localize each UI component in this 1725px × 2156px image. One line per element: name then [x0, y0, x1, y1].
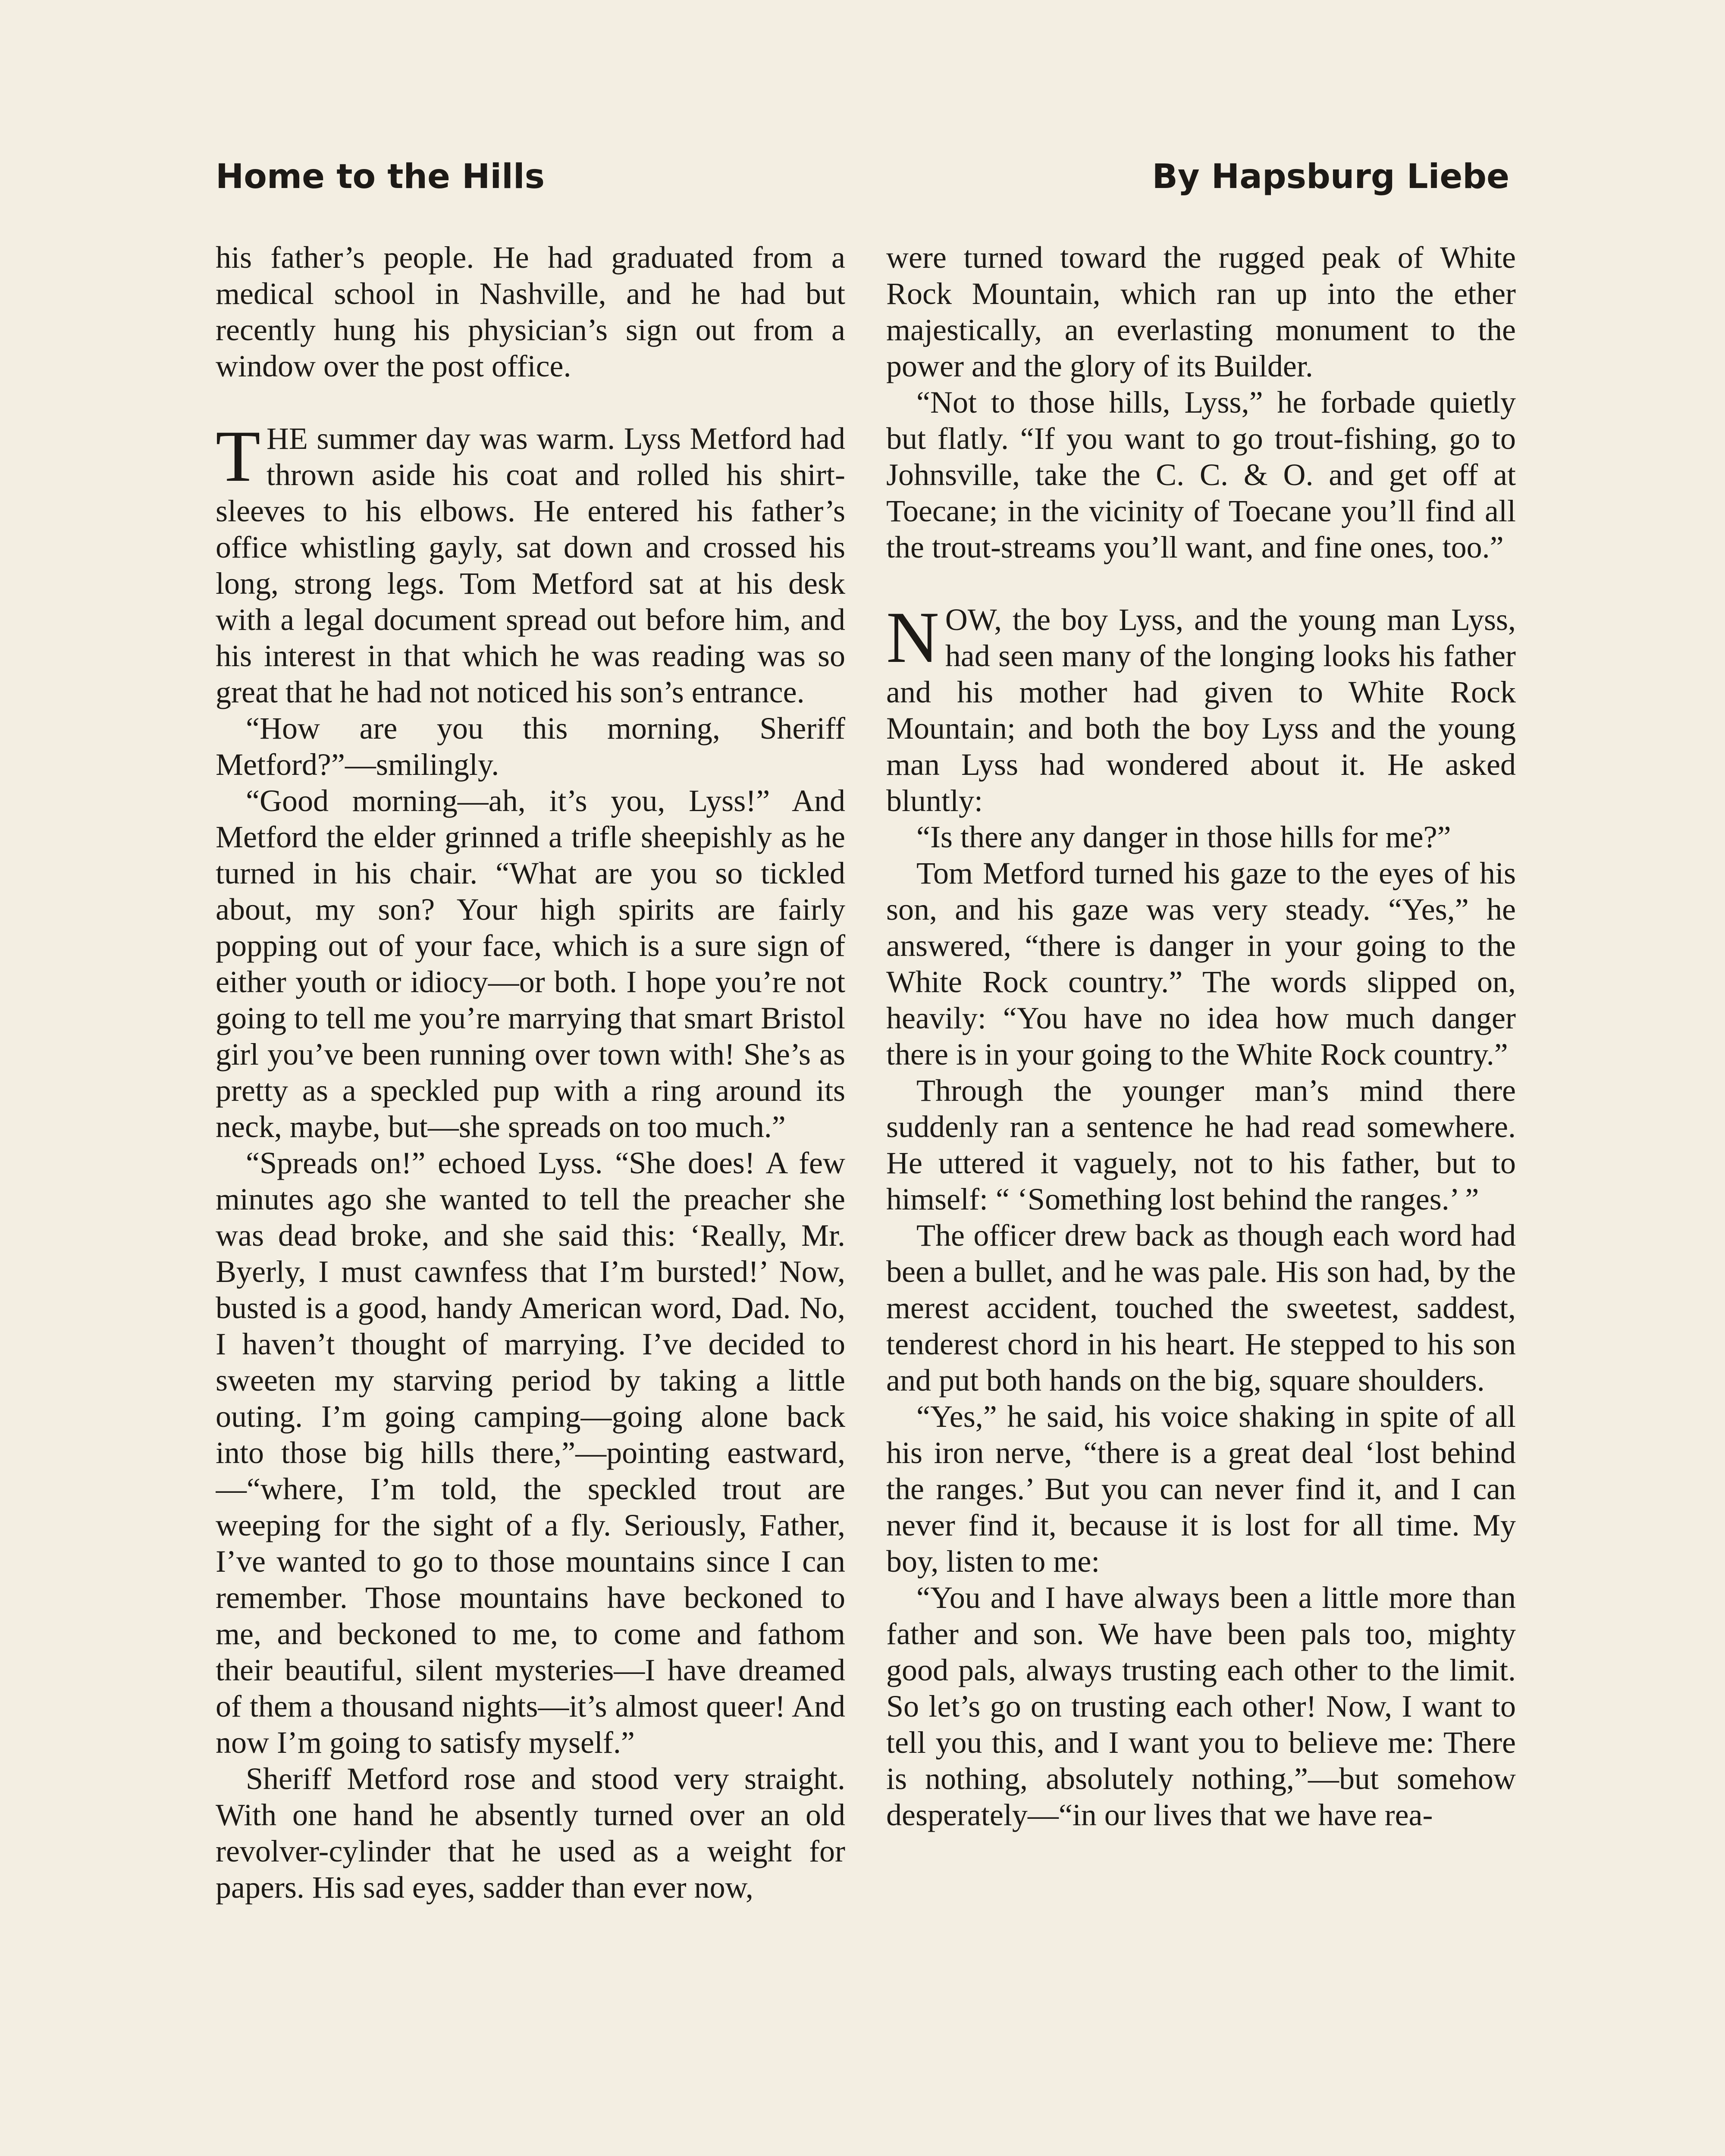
paragraph	[886, 384, 1516, 565]
paragraph-text: Tom Metford turned his gaze to the eyes of his son, and his gaze was very steady. “Yes,” he answered, “there is danger in your going to the White Rock country.” The words slipped on, heavily: “You have no idea how much danger there is in your going to the White Rock country.”	[886, 856, 1516, 1072]
paragraph-text: “Yes,” he said, his voice shaking in spite of all his iron nerve, “there is a great deal ‘lost behind the ranges.’ But you can never find it, and I can never find it, because it is lost for all time. My boy, listen to me:	[886, 1399, 1516, 1579]
paragraph	[886, 855, 1516, 1072]
section-paragraph	[216, 416, 845, 710]
left-text-column	[216, 239, 845, 2156]
running-header	[216, 151, 1509, 203]
right-text-column	[886, 239, 1516, 2156]
drop-cap: N	[886, 597, 939, 678]
story-title: Home to the Hills	[216, 157, 545, 196]
paragraph-text: Through the younger man’s mind there suddenly ran a sentence he had read somewhere. He uttered it vaguely, not to his father, but to himself: “ ‘Something lost behind the ranges.’ ”	[886, 1073, 1516, 1216]
paragraph-text: “Is there any danger in those hills for me?”	[916, 820, 1451, 854]
section-paragraph	[886, 597, 1516, 819]
paragraph	[886, 1217, 1516, 1398]
paragraph-text: his father’s people. He had graduated from a medical school in Nashville, and he had but recently hung his physician’s sign out from a window over the post office.	[216, 240, 845, 383]
story-byline: By Hapsburg Liebe	[1152, 157, 1509, 196]
paragraph	[216, 1145, 845, 1761]
paragraph-text: The officer drew back as though each word had been a bullet, and he was pale. His son had, by the merest accident, touched the sweetest, saddest, tenderest chord in his heart. He stepped to his son and put both hands on the big, square shoulders.	[886, 1218, 1516, 1398]
paragraph-text: OW, the boy Lyss, and the young man Lyss, had seen many of the longing looks his father and his mother had given to White Rock Mountain; and both the boy Lyss and the young man Lyss had wondered about it. He asked bluntly:	[886, 602, 1516, 818]
paragraph	[886, 1072, 1516, 1217]
paragraph	[886, 1398, 1516, 1579]
paragraph-text: were turned toward the rugged peak of White Rock Mountain, which ran up into the ether majestically, an everlasting monument to the power and the glory of its Builder.	[886, 240, 1516, 383]
paragraph	[216, 710, 845, 783]
paragraph	[886, 819, 1516, 855]
paragraph-text: HE summer day was warm. Lyss Metford had thrown aside his coat and rolled his shirt-sleeves to his elbows. He entered his father’s office whistling gayly, sat down and crossed his long, strong legs. Tom Metford sat at his desk with a legal document spread out before him, and his interest in that which he was reading was so great that he had not noticed his son’s entrance.	[216, 421, 845, 709]
paragraph	[886, 239, 1516, 384]
drop-cap: T	[216, 416, 260, 497]
paragraph	[216, 239, 845, 384]
paragraph	[886, 1579, 1516, 1833]
paragraph-text: “Good morning—ah, it’s you, Lyss!” And Metford the elder grinned a trifle sheepishly as he turned in his chair. “What are you so tickled about, my son? Your high spirits are fairly popping out of your face, which is a sure sign of either youth or idiocy—or both. I hope you’re not going to tell me you’re marrying that smart Bristol girl you’ve been running over town with! She’s as pretty as a speckled pup with a ring around its neck, maybe, but—she spreads on too much.”	[216, 783, 845, 1144]
paragraph-text: “How are you this morning, Sheriff Metford?”—smilingly.	[216, 711, 845, 782]
paragraph	[216, 783, 845, 1145]
paragraph-text: “You and I have always been a little more than father and son. We have been pals too, mighty good pals, always trusting each other to the limit. So let’s go on trusting each other! Now, I want to tell you this, and I want you to believe me: There is nothing, absolutely nothing,”—but somehow desperately—“in our lives that we have rea-	[886, 1580, 1516, 1832]
paragraph-text: Sheriff Metford rose and stood very straight. With one hand he absently turned over an old revolver-cylinder that he used as a weight for papers. His sad eyes, sadder than ever now,	[216, 1761, 845, 1905]
paragraph-text: “Spreads on!” echoed Lyss. “She does! A few minutes ago she wanted to tell the preacher she was dead broke, and she said this: ‘Really, Mr. Byerly, I must cawnfess that I’m bursted!’ Now, busted is a good, handy American word, Dad. No, I haven’t thought of marrying. I’ve decided to sweeten my starving period by taking a little outing. I’m going camping—going alone back into those big hills there,”—pointing eastward,—“where, I’m told, the speckled trout are weeping for the sight of a fly. Seriously, Father, I’ve wanted to go to those mountains since I can remember. Those mountains have beckoned to me, and beckoned to me, to come and fathom their beautiful, silent mysteries—I have dreamed of them a thousand nights—it’s almost queer! And now I’m going to satisfy myself.”	[216, 1146, 845, 1760]
paragraph	[216, 1761, 845, 1905]
paragraph-text: “Not to those hills, Lyss,” he forbade quietly but flatly. “If you want to go trout-fishing, go to Johnsville, take the C. C. & O. and get off at Toecane; in the vicinity of Toecane you’ll find all the trout-streams you’ll want, and fine ones, too.”	[886, 385, 1516, 564]
